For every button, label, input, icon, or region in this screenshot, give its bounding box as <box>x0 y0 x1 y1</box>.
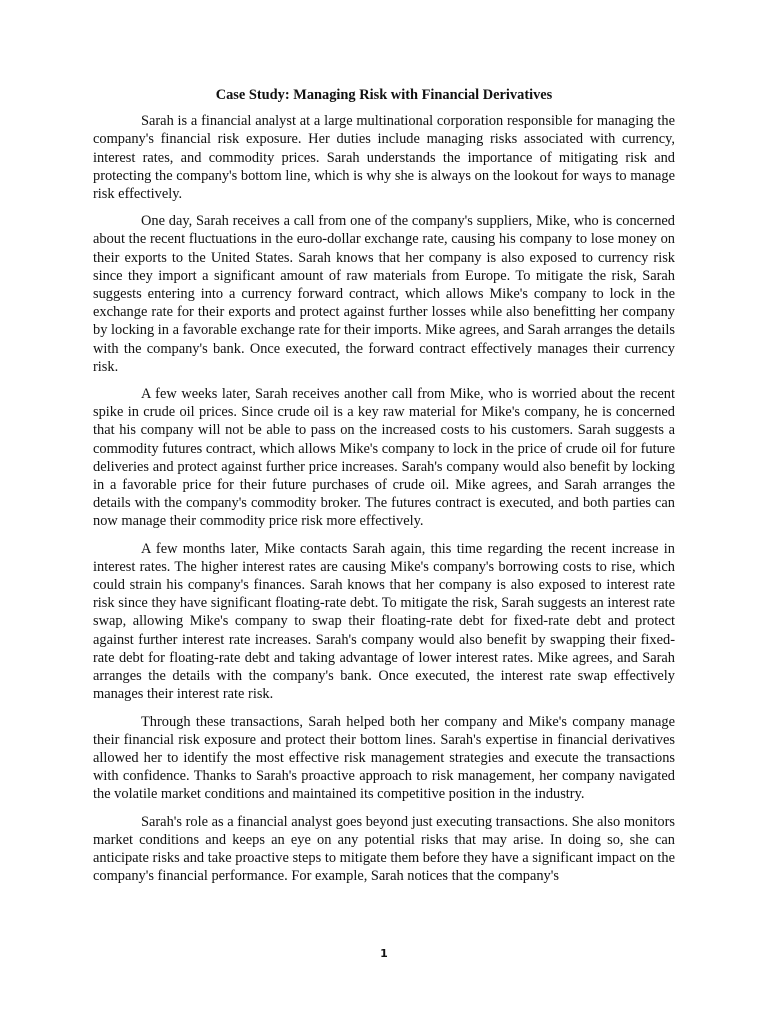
document-title: Case Study: Managing Risk with Financial Derivatives <box>215 87 553 103</box>
paragraph: Through these transactions, Sarah helped both her company and Mike's company manage their financial risk exposure and protect their bottom lines. Sarah's expertise in financial derivatives allowed her to identify the most effective risk management strategies and execute the transactions with confidence. Thanks to Sarah's proactive approach to risk management, her company navigated the volatile market conditions and maintained its competitive position in the industry. <box>93 713 675 803</box>
paragraph: Sarah's role as a financial analyst goes beyond just executing transactions. She also monitors market conditions and keeps an eye on any potential risks that may arise. In doing so, she can anticipate risks and take proactive steps to mitigate them before they have a significant impact on the company's financial performance. For example, Sarah notices that the company's <box>93 813 675 885</box>
paragraph: A few weeks later, Sarah receives another call from Mike, who is worried about the recent spike in crude oil prices. Since crude oil is a key raw material for Mike's company, he is concerned that his company will not be able to pass on the increased costs to his customers. Sarah suggests a commodity futures contract, which allows Mike's company to lock in the price of crude oil for future deliveries and protect against further price increases. Sarah's company would also benefit by locking in a favorable price for their future purchases of crude oil. Mike agrees, and Sarah arranges the details with the company's commodity broker. The futures contract is executed, and both parties can now manage their commodity price risk more effectively. <box>93 386 675 530</box>
document-body <box>93 86 675 894</box>
paragraph: One day, Sarah receives a call from one of the company's suppliers, Mike, who is concerned about the recent fluctuations in the euro-dollar exchange rate, causing his company to lose money on their exports to the United States. Sarah knows that her company is also exposed to currency risk since they import a significant amount of raw materials from Europe. To mitigate the risk, Sarah suggests entering into a currency forward contract, which allows Mike's company to lock in the exchange rate for their exports and protect against further losses while also benefitting her company by locking in a favorable exchange rate for their imports. Mike agrees, and Sarah arranges the details with the company's bank. Once executed, the forward contract effectively manages their currency risk. <box>93 213 675 375</box>
paragraph: A few months later, Mike contacts Sarah again, this time regarding the recent increase in interest rates. The higher interest rates are causing Mike's company's borrowing costs to rise, which could strain his company's finances. Sarah knows that her company is also exposed to interest rate risk since they have significant floating-rate debt. To mitigate the risk, Sarah suggests an interest rate swap, allowing Mike's company to swap their floating-rate debt for fixed-rate debt and protect against further interest rate increases. Sarah's company would also benefit by swapping their fixed-rate debt for floating-rate debt and taking advantage of lower interest rates. Mike agrees, and Sarah arranges the details with the company's bank. Once executed, the interest rate swap effectively manages their interest rate risk. <box>93 540 675 703</box>
paragraph: Sarah is a financial analyst at a large multinational corporation responsible for managing the company's financial risk exposure. Her duties include managing risks associated with currency, interest rates, and commodity prices. Sarah understands the importance of mitigating risk and protecting the company's bottom line, which is why she is always on the lookout for ways to manage risk effectively. <box>93 113 675 203</box>
page-number: 1 <box>380 947 388 960</box>
